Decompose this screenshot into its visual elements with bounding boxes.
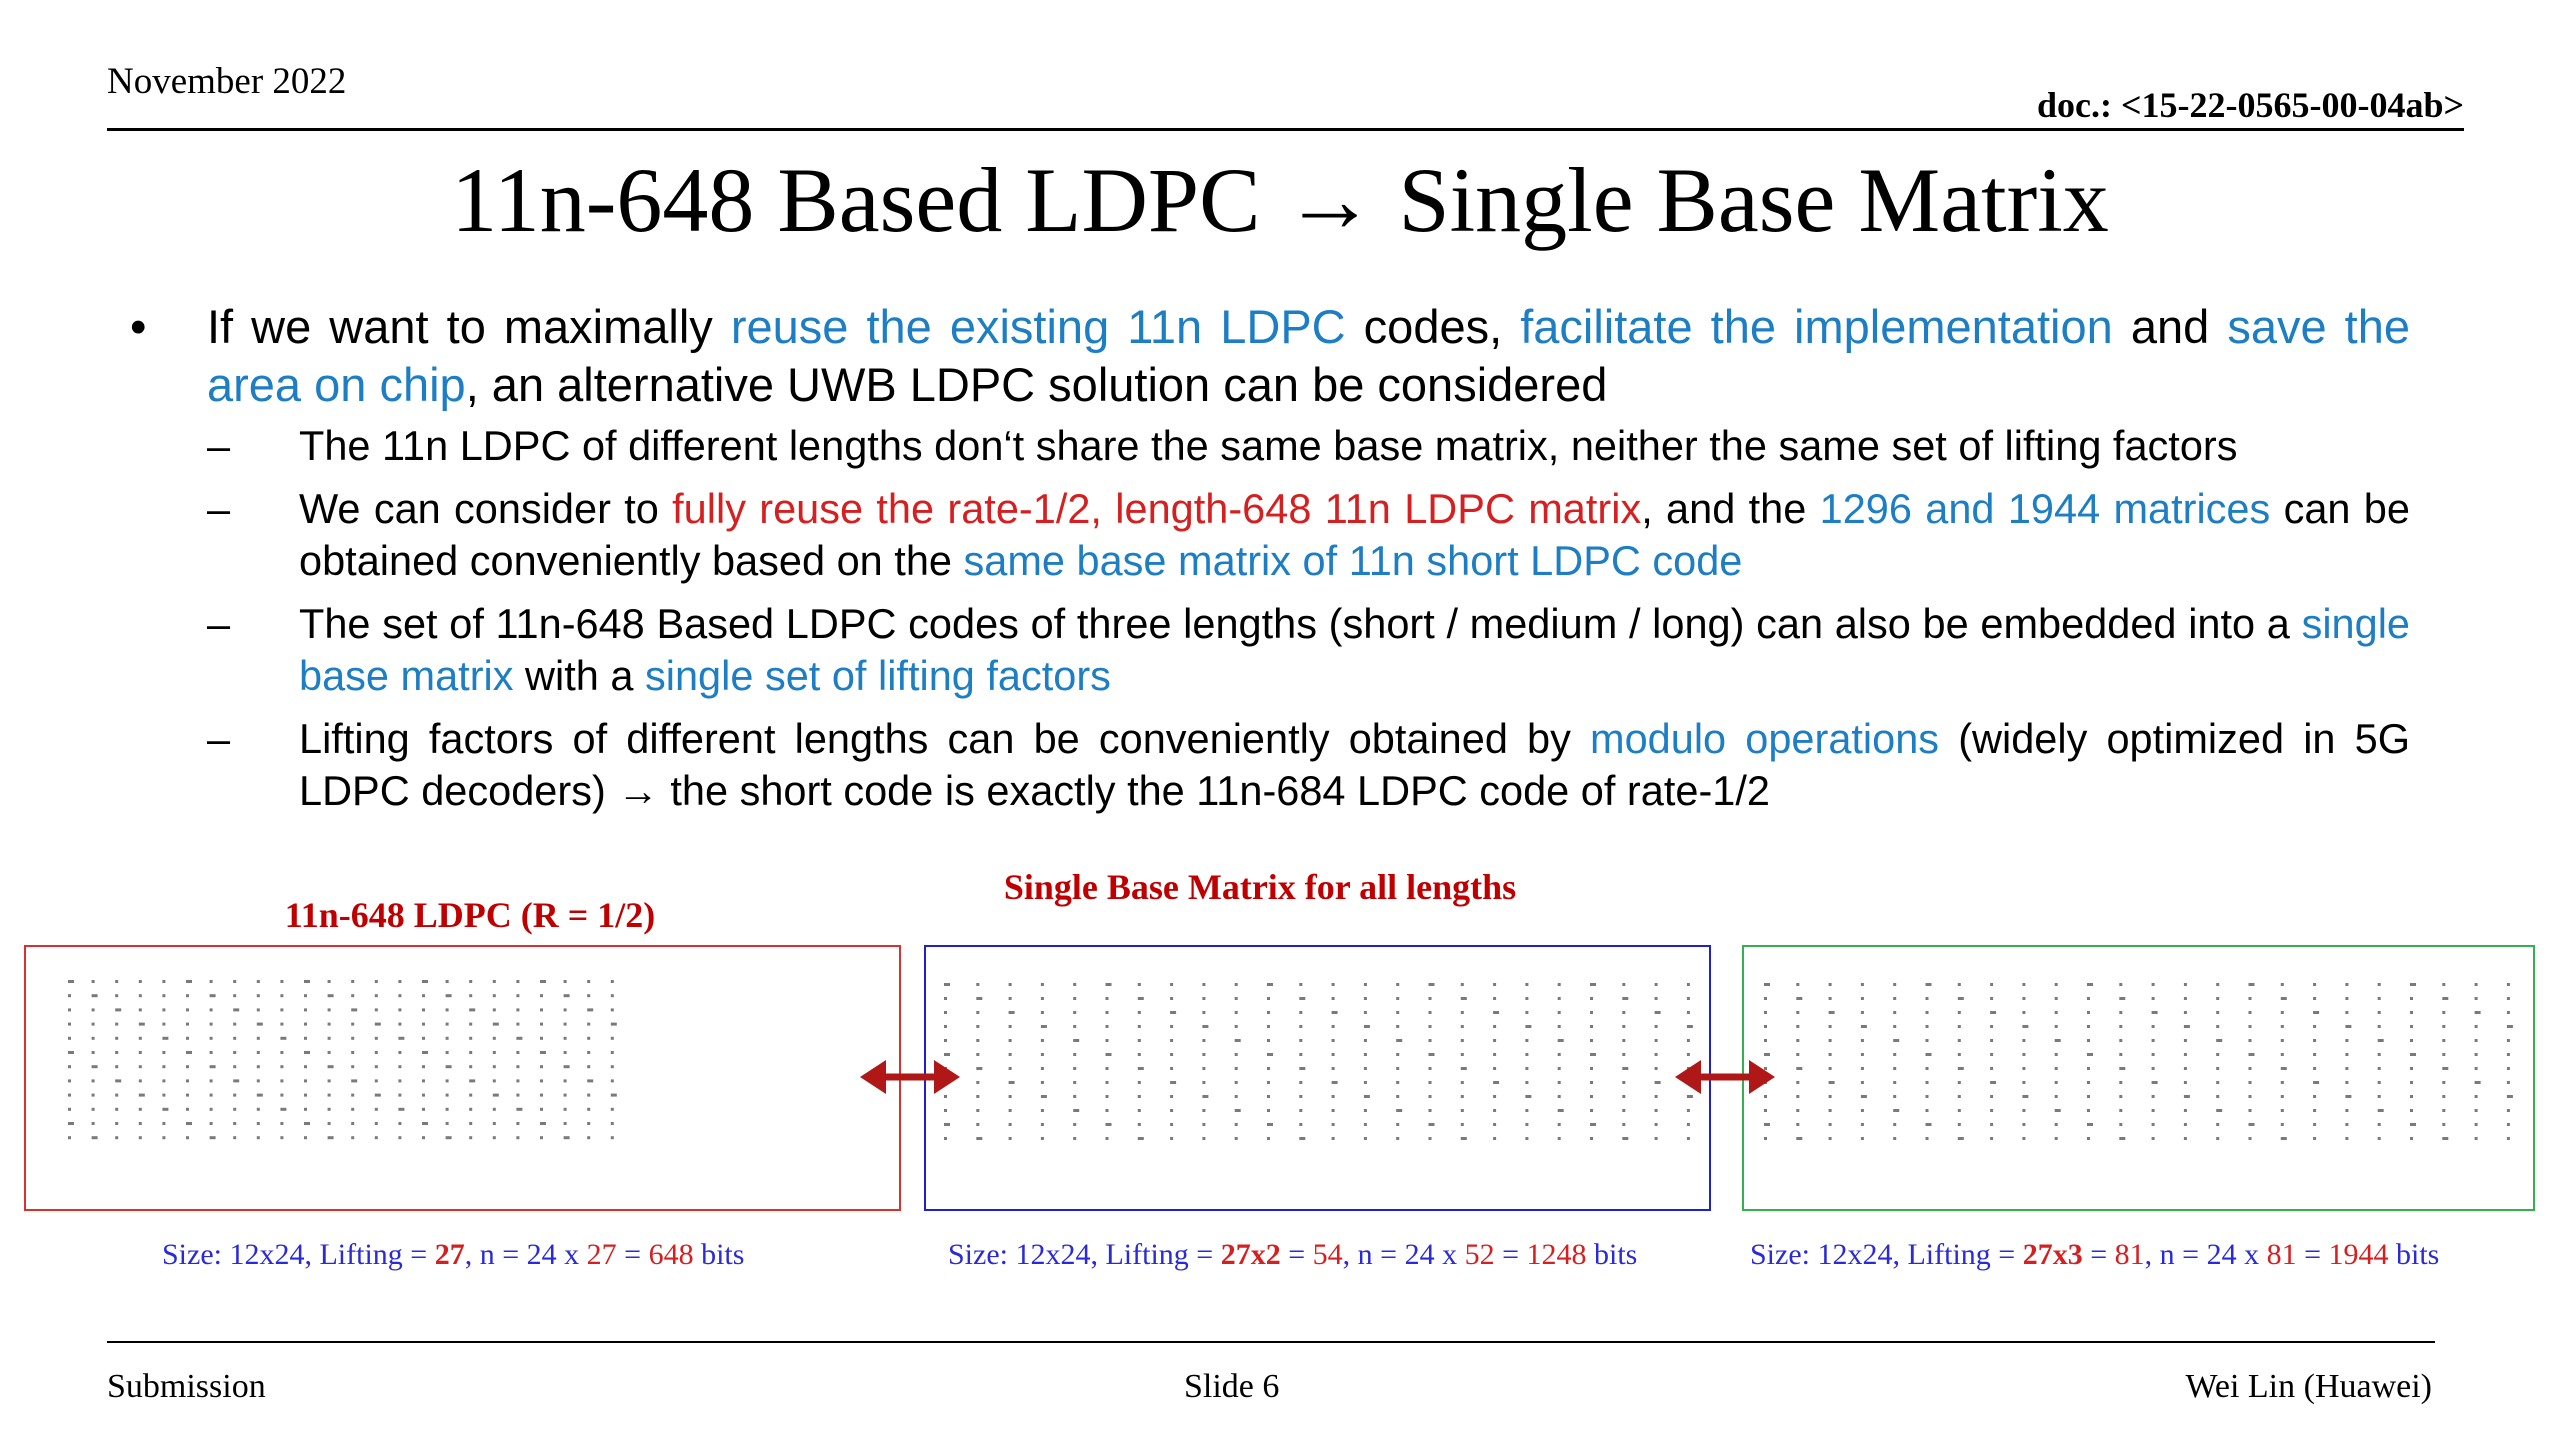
- caption-highlight: 81: [2114, 1238, 2145, 1271]
- caption-highlight: 1944: [2328, 1238, 2389, 1271]
- caption-text: , n = 24 x: [1342, 1238, 1465, 1271]
- title-right: Single Base Matrix: [1398, 149, 2109, 251]
- double-arrow-icon: [860, 1056, 960, 1098]
- subbullet-4: [207, 713, 2410, 817]
- matrix-image-648: [24, 945, 901, 1211]
- caption-text: bits: [693, 1238, 745, 1271]
- footer-rule: [107, 1341, 2435, 1343]
- footer-author: Wei Lin (Huawei): [2185, 1368, 2432, 1405]
- figure-label-648: 11n-648 LDPC (R = 1/2): [284, 895, 656, 935]
- caption-highlight: 54: [1312, 1238, 1343, 1271]
- subbullet-1: [207, 420, 2410, 472]
- caption-text: , n = 24 x: [464, 1238, 587, 1271]
- subbullet-text: with a: [513, 652, 645, 699]
- size-caption-648: [162, 1238, 744, 1272]
- subbullet-marker: –: [207, 422, 231, 469]
- double-arrow-icon: [1675, 1056, 1775, 1098]
- bullet-text: , an alternative UWB LDPC solution can be considered: [465, 358, 1608, 411]
- caption-text: , n = 24 x: [2144, 1238, 2267, 1271]
- matrix-image-1944-svg: [1744, 947, 2532, 1208]
- bullet-highlight-reuse: reuse the existing 11n LDPC: [730, 300, 1346, 353]
- slide-body: [130, 298, 2410, 828]
- caption-text: Size: 12x24, Lifting =: [948, 1238, 1221, 1271]
- caption-highlight: 52: [1464, 1238, 1495, 1271]
- subbullet-text: The 11n LDPC of different lengths don‘t share the same base matrix, neither the same set of lifting factors: [299, 422, 2238, 469]
- bullet-highlight-area: save the area on chip: [207, 300, 2410, 411]
- subbullet-text: Lifting factors of different lengths can be conveniently obtained by: [299, 715, 1591, 762]
- subbullet-3: [207, 598, 2410, 702]
- bullet-highlight-implementation: facilitate the implementation: [1520, 300, 2113, 353]
- caption-highlight: 27x3: [2022, 1238, 2083, 1271]
- title-arrow: →: [1283, 149, 1376, 251]
- caption-text: =: [616, 1238, 649, 1271]
- subbullet-highlight-blue: 1296 and 1944 matrices: [1819, 485, 2271, 532]
- caption-text: =: [2296, 1238, 2329, 1271]
- caption-highlight: 81: [2266, 1238, 2297, 1271]
- subbullet-arrow: →: [617, 767, 659, 814]
- matrix-image-1296-svg: [926, 947, 1708, 1208]
- bullet-text: codes,: [1345, 300, 1521, 353]
- caption-highlight: 27x2: [1220, 1238, 1281, 1271]
- subbullet-highlight-blue: modulo operations: [1590, 715, 1940, 762]
- subbullet-text: The set of 11n-648 Based LDPC codes of three lengths (short / medium / long) can also be embedded into a: [299, 600, 2302, 647]
- subbullet-text: We can consider to: [299, 485, 673, 532]
- subbullet-marker: –: [207, 600, 231, 647]
- subbullet-highlight-red: fully reuse the rate-1/2, length-648 11n LDPC matrix: [672, 485, 1642, 532]
- caption-text: =: [2082, 1238, 2115, 1271]
- title-left: 11n-648 Based LDPC: [451, 149, 1261, 251]
- bullet-text: and: [2112, 300, 2228, 353]
- caption-text: Size: 12x24, Lifting =: [1750, 1238, 2023, 1271]
- header-doc-id: doc.: <15-22-0565-00-04ab>: [2037, 85, 2464, 125]
- subbullet-text: can be obtained conveniently based on the: [299, 485, 2410, 584]
- subbullet-2: [207, 483, 2410, 587]
- caption-text: bits: [2388, 1238, 2440, 1271]
- subbullet-highlight-blue: same base matrix of 11n short LDPC code: [963, 537, 1743, 584]
- matrix-image-648-svg: [26, 947, 898, 1208]
- header-rule: [107, 128, 2464, 131]
- caption-text: Size: 12x24, Lifting =: [162, 1238, 435, 1271]
- subbullet-text: (widely optimized in 5G LDPC decoders): [299, 715, 2410, 814]
- header-date: November 2022: [107, 61, 347, 102]
- subbullet-text: the short code is exactly the 11n-684 LDPC code of rate-1/2: [658, 767, 1770, 814]
- figure-label-single-base: Single Base Matrix for all lengths: [1003, 867, 1517, 907]
- footer-left: Submission: [107, 1368, 266, 1405]
- size-caption-1944: [1750, 1238, 2439, 1272]
- caption-highlight: 1248: [1526, 1238, 1587, 1271]
- subbullet-marker: –: [207, 485, 231, 532]
- main-bullet: [130, 298, 2410, 414]
- slide-title: [0, 150, 2560, 251]
- caption-highlight: 27: [434, 1238, 465, 1271]
- footer-slide-number: Slide 6: [1184, 1368, 1280, 1405]
- caption-text: =: [1280, 1238, 1313, 1271]
- caption-highlight: 648: [648, 1238, 694, 1271]
- matrix-image-1944: [1742, 945, 2535, 1211]
- bullet-text: If we want to maximally: [207, 300, 731, 353]
- caption-text: bits: [1586, 1238, 1638, 1271]
- subbullet-text: , and the: [1641, 485, 1820, 532]
- size-caption-1296: [948, 1238, 1637, 1272]
- caption-text: =: [1494, 1238, 1527, 1271]
- bullet-marker: •: [130, 300, 147, 353]
- matrix-image-1296: [924, 945, 1711, 1211]
- subbullet-highlight-blue: single set of lifting factors: [644, 652, 1111, 699]
- caption-highlight: 27: [586, 1238, 617, 1271]
- subbullet-highlight-blue: single base matrix: [299, 600, 2410, 699]
- subbullet-marker: –: [207, 715, 231, 762]
